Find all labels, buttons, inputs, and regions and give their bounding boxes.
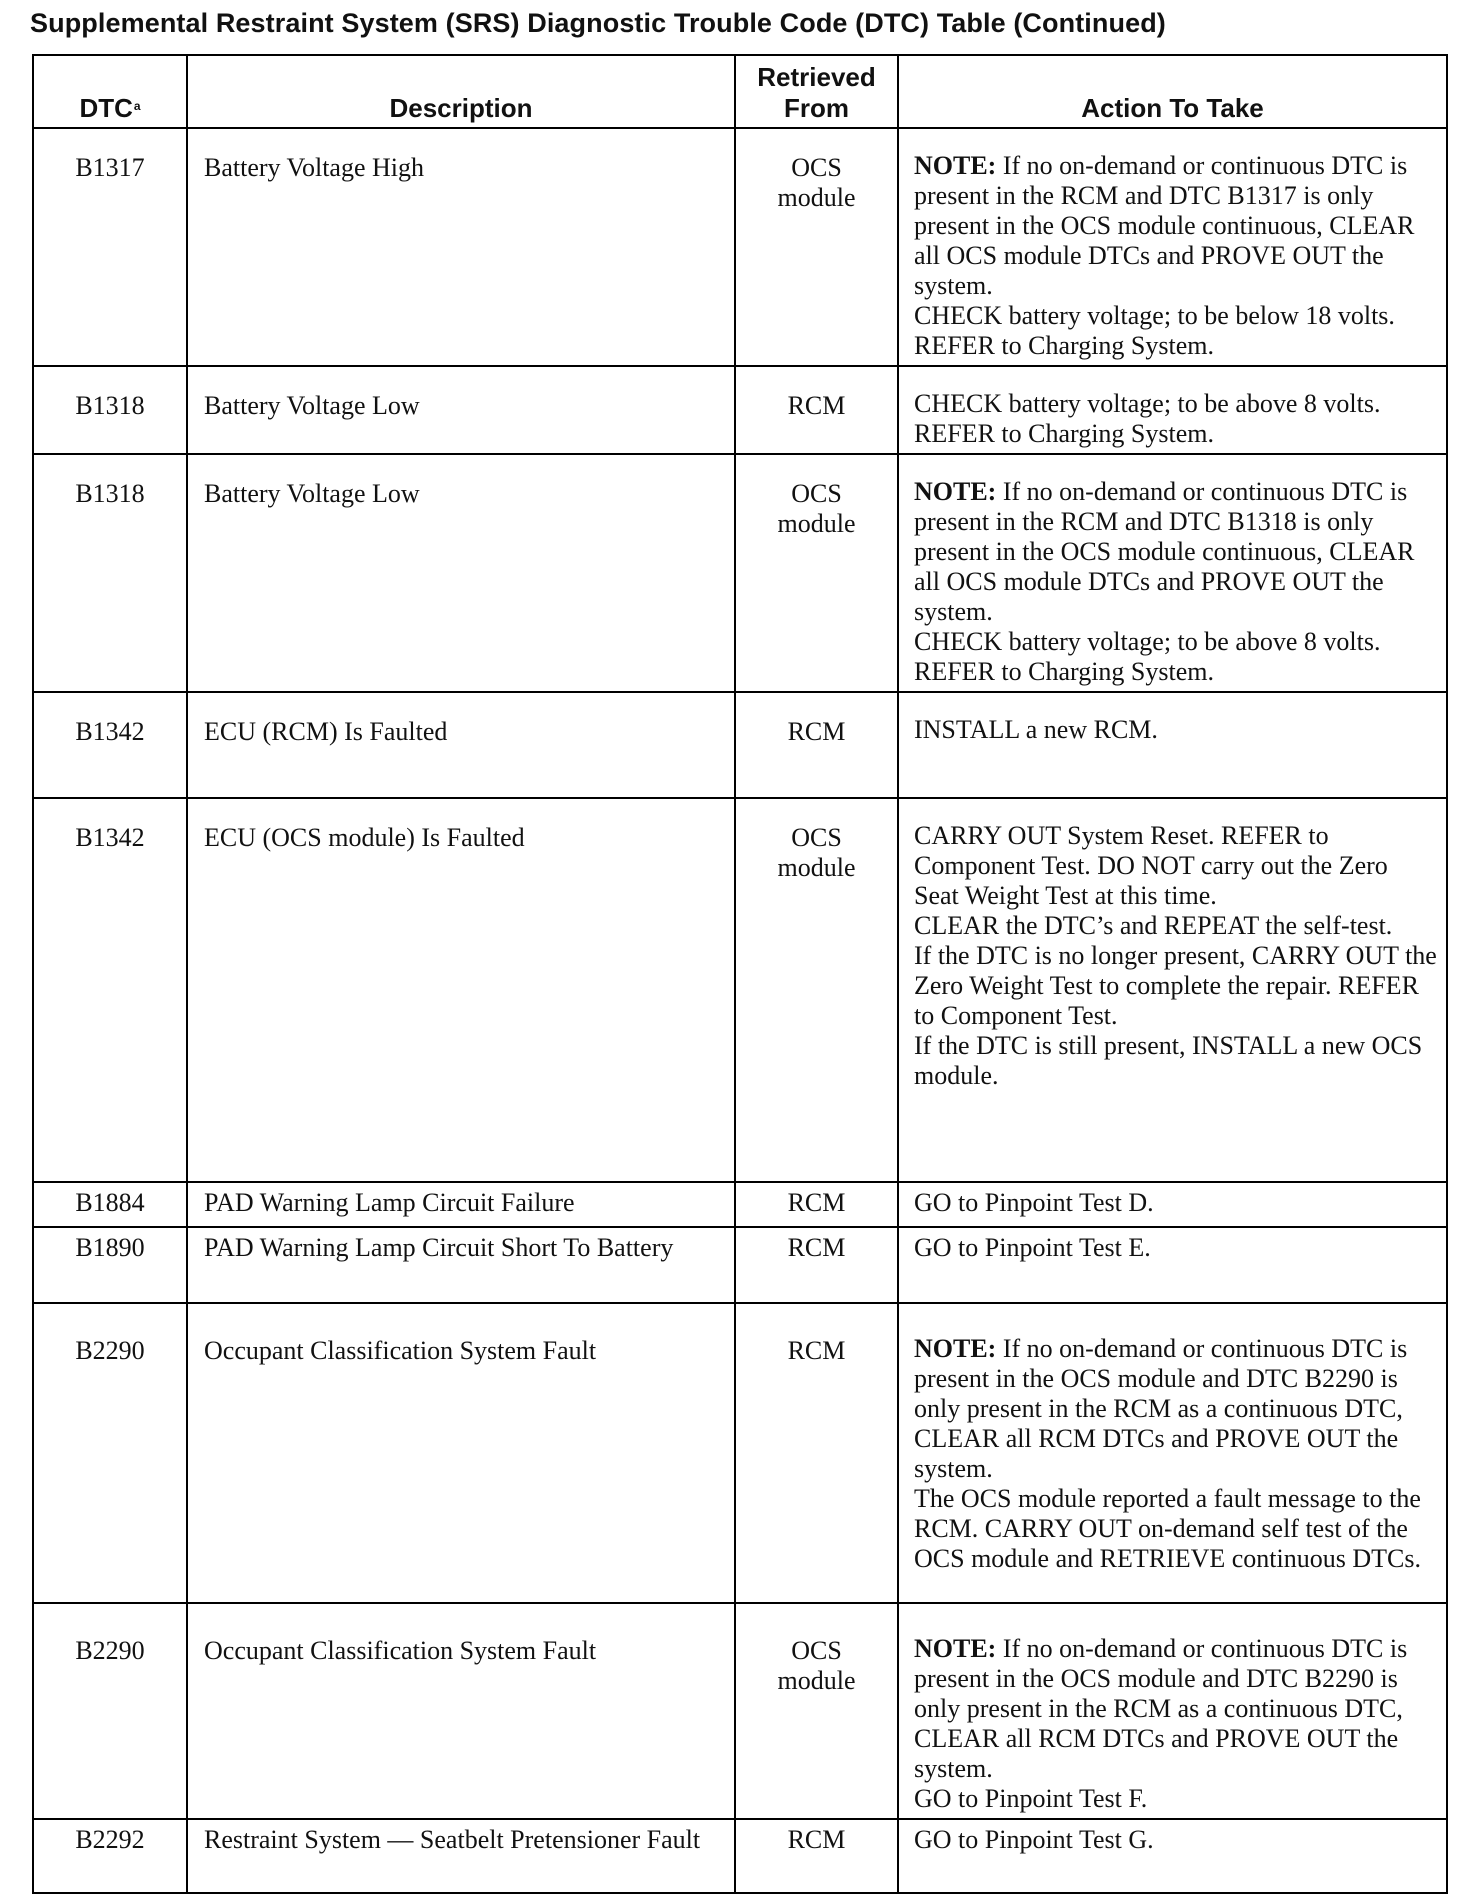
dtc-code: B2290	[33, 1303, 187, 1603]
retrieved-from: OCS module	[735, 1603, 898, 1819]
table-row	[33, 128, 1447, 366]
dtc-code: B1317	[33, 128, 187, 366]
retrieved-from: RCM	[735, 1303, 898, 1603]
action-to-take: GO to Pinpoint Test E.	[898, 1227, 1447, 1303]
dtc-table	[32, 54, 1448, 1894]
table-row	[33, 454, 1447, 692]
retrieved-from: RCM	[735, 366, 898, 454]
action-to-take: NOTE: If no on-demand or continuous DTC is present in the RCM and DTC B1318 is only present in the OCS module continuous, CLEAR all OCS module DTCs and PROVE OUT the system. CHECK battery voltage; to be above 8 volts. REFER to Charging System.	[898, 454, 1447, 692]
table-row	[33, 1227, 1447, 1303]
table-row	[33, 1182, 1447, 1227]
action-to-take: NOTE: If no on-demand or continuous DTC is present in the OCS module and DTC B2290 is only present in the RCM as a continuous DTC, CLEAR all RCM DTCs and PROVE OUT the system. The OCS module reported a fault message to the RCM. CARRY OUT on-demand self test of the OCS module and RETRIEVE continuous DTCs.	[898, 1303, 1447, 1603]
table-row	[33, 692, 1447, 798]
action-to-take: CARRY OUT System Reset. REFER to Component Test. DO NOT carry out the Zero Seat Weight Test at this time. CLEAR the DTC’s and REPEAT the self-test. If the DTC is no longer present, CARRY OUT the Zero Weight Test to complete the repair. REFER to Component Test. If the DTC is still present, INSTALL a new OCS module.	[898, 798, 1447, 1182]
dtc-code: B1318	[33, 366, 187, 454]
dtc-code: B1890	[33, 1227, 187, 1303]
column-header-retrieved-from: Retrieved From	[735, 55, 898, 128]
action-to-take: NOTE: If no on-demand or continuous DTC is present in the RCM and DTC B1317 is only present in the OCS module continuous, CLEAR all OCS module DTCs and PROVE OUT the system. CHECK battery voltage; to be below 18 volts. REFER to Charging System.	[898, 128, 1447, 366]
action-to-take: INSTALL a new RCM.	[898, 692, 1447, 798]
retrieved-from: RCM	[735, 1182, 898, 1227]
action-to-take: GO to Pinpoint Test G.	[898, 1819, 1447, 1893]
dtc-code: B2292	[33, 1819, 187, 1893]
footnote-marker: a	[133, 99, 141, 113]
table-row	[33, 366, 1447, 454]
dtc-description: Restraint System — Seatbelt Pretensioner Fault	[187, 1819, 735, 1893]
column-header-action: Action To Take	[898, 55, 1447, 128]
dtc-description: Occupant Classification System Fault	[187, 1603, 735, 1819]
dtc-description: Battery Voltage Low	[187, 454, 735, 692]
table-row	[33, 1303, 1447, 1603]
note: NOTE: If no on-demand or continuous DTC is present in the OCS module and DTC B2290 is only present in the RCM as a continuous DTC, CLEAR all RCM DTCs and PROVE OUT the system.	[914, 1334, 1408, 1483]
note: NOTE: If no on-demand or continuous DTC is present in the RCM and DTC B1317 is only present in the OCS module continuous, CLEAR all OCS module DTCs and PROVE OUT the system.	[914, 151, 1415, 300]
note: NOTE: If no on-demand or continuous DTC is present in the RCM and DTC B1318 is only present in the OCS module continuous, CLEAR all OCS module DTCs and PROVE OUT the system.	[914, 477, 1415, 626]
table-row	[33, 798, 1447, 1182]
retrieved-from: RCM	[735, 692, 898, 798]
dtc-description: Battery Voltage High	[187, 128, 735, 366]
dtc-code: B2290	[33, 1603, 187, 1819]
retrieved-from: RCM	[735, 1819, 898, 1893]
dtc-description: ECU (RCM) Is Faulted	[187, 692, 735, 798]
dtc-code: B1342	[33, 798, 187, 1182]
table-header-row	[33, 55, 1447, 128]
retrieved-from: RCM	[735, 1227, 898, 1303]
dtc-code: B1342	[33, 692, 187, 798]
action-to-take: NOTE: If no on-demand or continuous DTC is present in the OCS module and DTC B2290 is only present in the RCM as a continuous DTC, CLEAR all RCM DTCs and PROVE OUT the system. GO to Pinpoint Test F.	[898, 1603, 1447, 1819]
column-header-dtc: DTC$^a$	[33, 55, 187, 128]
dtc-description: PAD Warning Lamp Circuit Short To Battery	[187, 1227, 735, 1303]
retrieved-from: OCS module	[735, 454, 898, 692]
action-to-take: GO to Pinpoint Test D.	[898, 1182, 1447, 1227]
table-row	[33, 1603, 1447, 1819]
retrieved-from: OCS module	[735, 128, 898, 366]
action-to-take: CHECK battery voltage; to be above 8 volts. REFER to Charging System.	[898, 366, 1447, 454]
dtc-description: Battery Voltage Low	[187, 366, 735, 454]
dtc-description: PAD Warning Lamp Circuit Failure	[187, 1182, 735, 1227]
column-header-description: Description	[187, 55, 735, 128]
retrieved-from: OCS module	[735, 798, 898, 1182]
page-title: Supplemental Restraint System (SRS) Diagnostic Trouble Code (DTC) Table (Continued)	[30, 8, 1166, 38]
dtc-description: Occupant Classification System Fault	[187, 1303, 735, 1603]
dtc-description: ECU (OCS module) Is Faulted	[187, 798, 735, 1182]
note: NOTE: If no on-demand or continuous DTC is present in the OCS module and DTC B2290 is only present in the RCM as a continuous DTC, CLEAR all RCM DTCs and PROVE OUT the system.	[914, 1634, 1408, 1783]
dtc-code: B1318	[33, 454, 187, 692]
dtc-code: B1884	[33, 1182, 187, 1227]
